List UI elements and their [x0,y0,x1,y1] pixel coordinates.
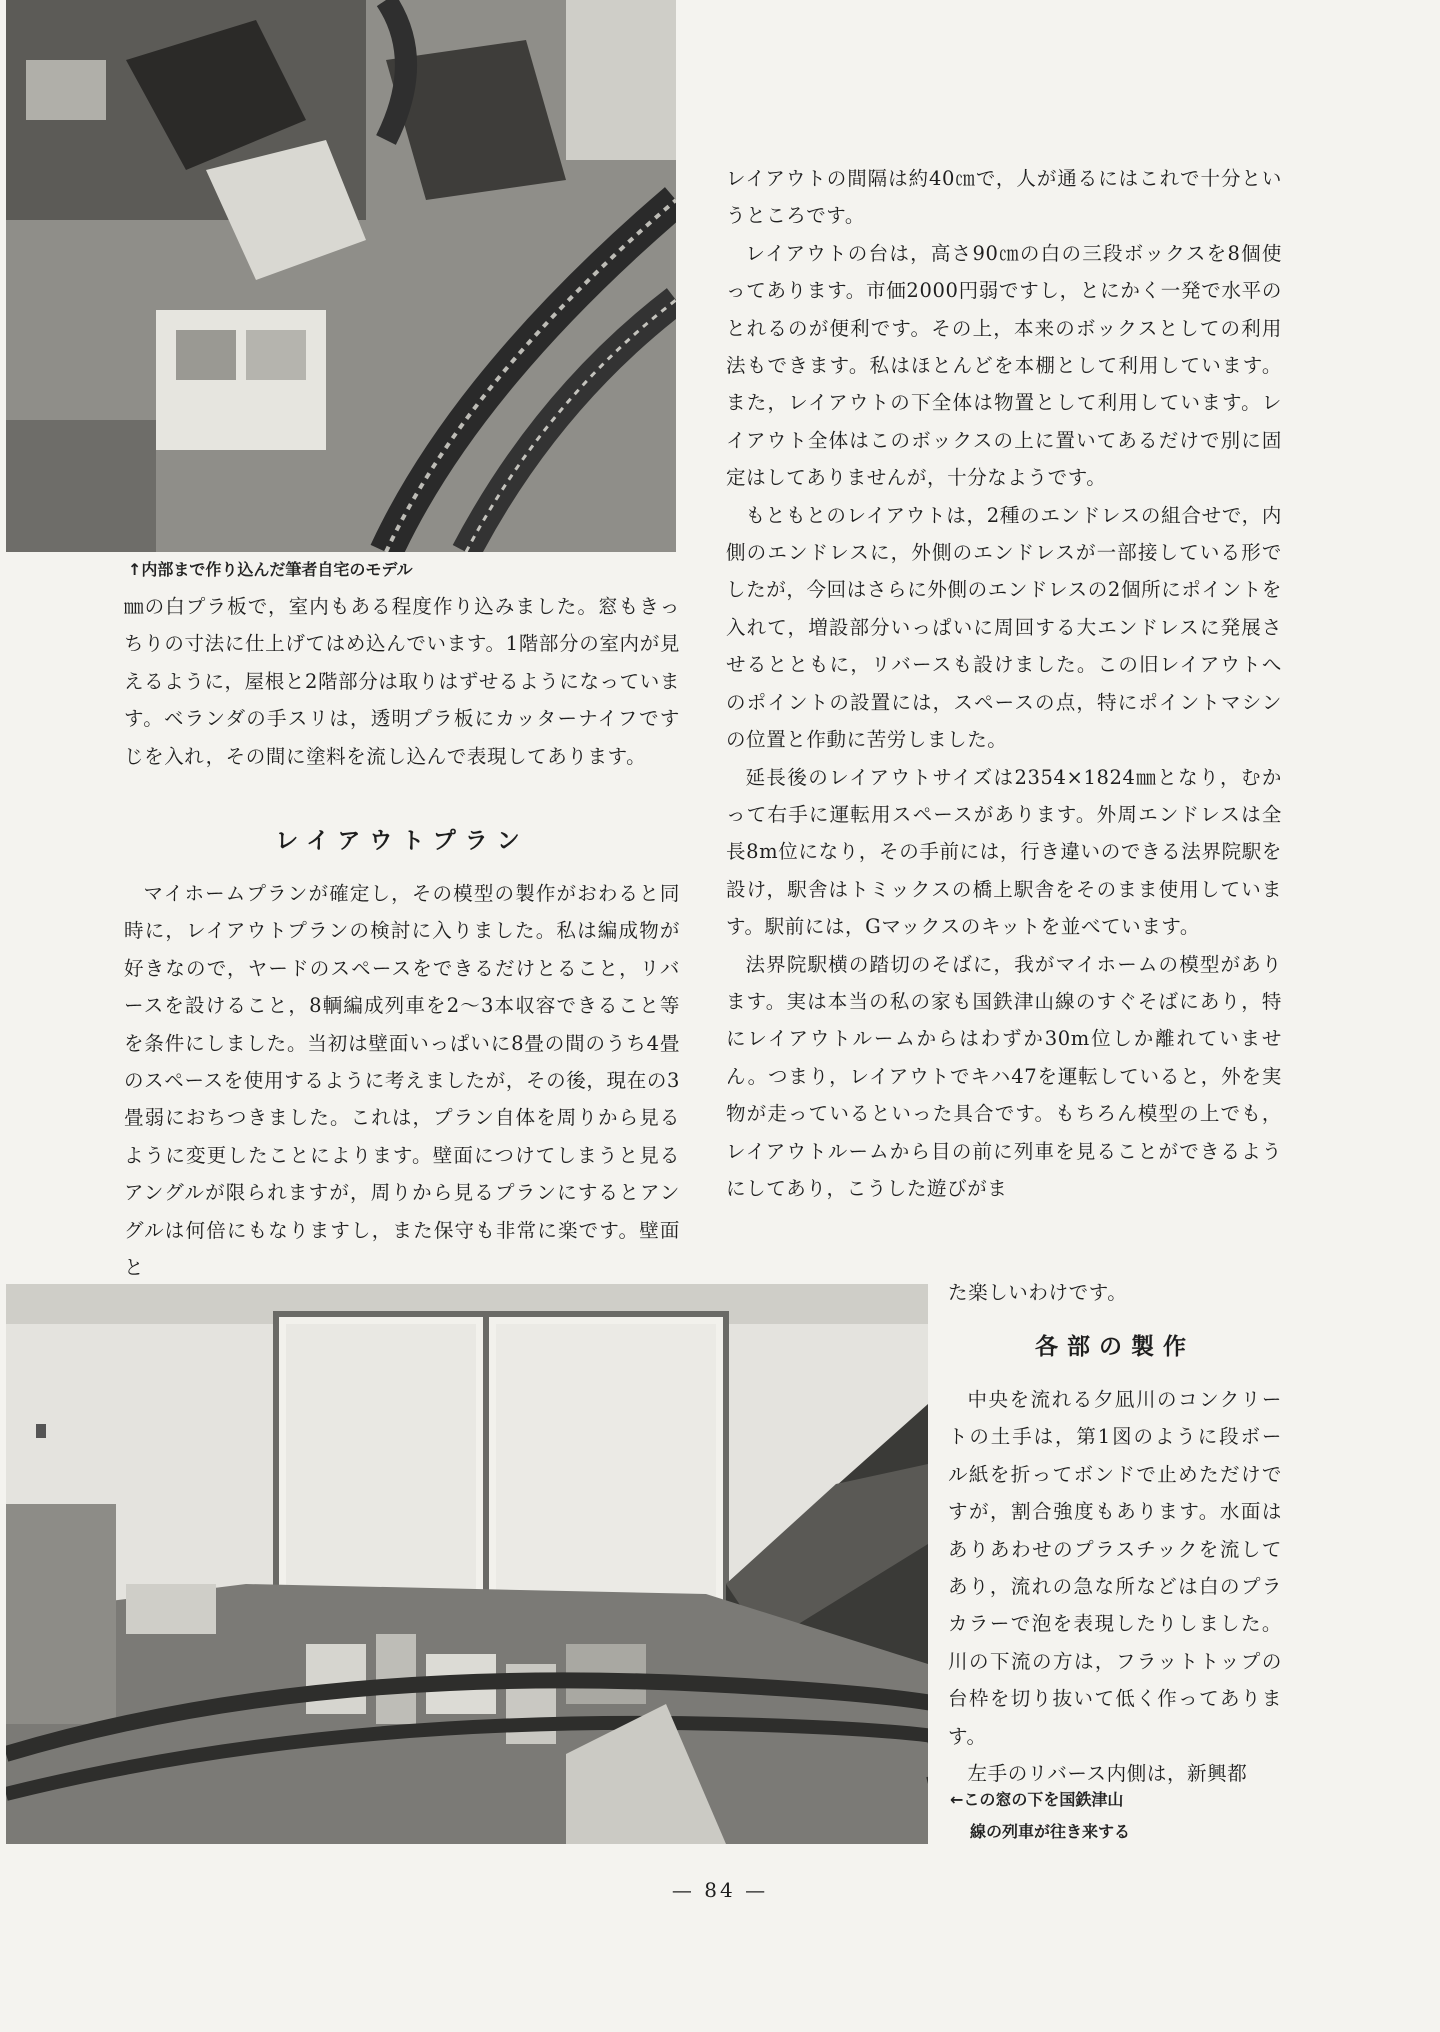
left-column-plan [124,875,680,1286]
right-column-end [948,1274,1282,1311]
right-paragraph-2: レイアウトの台は，高さ90㎝の白の三段ボックスを8個使ってあります。市価2000円弱ですし，とにかく一発で水平のとれるのが便利です。その上，本来のボックスとしての利用法もできます。私はほとんどを本棚として利用しています。また，レイアウトの下全体は物置として利用しています。レイアウト全体はこのボックスの上に置いてあるだけで別に固定はしてありませんが，十分なようです。 [726,241,1282,490]
right-column [726,160,1282,1207]
bottom-photo-caption-line2: 線の列車が往き来する [970,1822,1131,1841]
right-paragraph-3: もともとのレイアウトは，2種のエンドレスの組合せで，内側のエンドレスに，外側のエンドレスが一部接している形でしたが，今回はさらに外側のエンドレスの2個所にポイントを入れて，増設部分いっぱいに周回する大エンドレスに発展させるとともに，リバースも設けました。この旧レイアウトへのポイントの設置には，スペースの点，特にポイントマシンの位置と作動に苦労しました。 [726,503,1282,752]
model-house-photo [6,0,676,552]
construction-paragraph-2: 左手のリバース内側は，新興都 [967,1762,1248,1786]
left-column [124,588,680,775]
right-paragraph-1: レイアウトの間隔は約40㎝で，人が通るにはこれで十分というところです。 [726,167,1282,228]
right-paragraph-5: 法界院駅横の踏切のそばに，我がマイホームの模型があります。実は本当の私の家も国鉄津山線のすぐそばにあり，特にレイアウトルームからはわずか30m位しか離れていません。つまり，レイアウトでキハ47を運転していると，外を実物が走っているといった具合です。もちろん模型の上でも，レイアウトルームから目の前に列車を見ることができるようにしてあり，こうした遊びがま [726,952,1282,1200]
construction-paragraph-1: 中央を流れる夕凪川のコンクリートの土手は，第1図のように段ボール紙を折ってボンドで止めただけですが，割合強度もあります。水面はありあわせのプラスチックを流してあり，流れの急な所などは白のプラカラーで泡を表現したりしました。川の下流の方は，フラットトップの台枠を切り抜いて低く作ってあります。 [948,1388,1282,1748]
page-number: — 84 — [671,1878,769,1902]
section-heading-construction: 各部の製作 [1035,1334,1195,1360]
right-paragraph-5-end: た楽しいわけです。 [948,1281,1128,1304]
layout-room-photo-graphic [6,1284,928,1844]
bottom-photo-caption-line1: ←この窓の下を国鉄津山 [950,1790,1124,1809]
section-heading-layout-plan: レイアウトプラン [275,828,529,854]
right-paragraph-4: 延長後のレイアウトサイズは2354×1824㎜となり，むかって右手に運転用スペースがあります。外周エンドレスは全長8m位になり，その手前には，行き違いのできる法界院駅を設け，駅舎はトミックスの橋上駅舎をそのまま使用しています。駅前には，Gマックスのキットを並べています。 [726,765,1282,939]
lower-right-column [948,1381,1282,1792]
top-photo-caption: ↑内部まで作り込んだ筆者自宅のモデル [128,560,413,579]
plan-paragraph: マイホームプランが確定し，その模型の製作がおわると同時に，レイアウトプランの検討に入りました。私は編成物が好きなので，ヤードのスペースをできるだけとること，リバースを設けること，8輌編成列車を2〜3本収容できること等を条件にしました。当初は壁面いっぱいに8畳の間のうち4畳のスペースを使用するように考えましたが，その後，現在の3畳弱におちつきました。これは，プラン自体を周りから見るように変更したことによります。壁面につけてしまうと見るアングルが限られますが，周りから見るプランにするとアングルは何倍にもなりますし，また保守も非常に楽です。壁面と [124,882,680,1280]
model-house-photo-graphic [6,0,676,552]
layout-room-photo [6,1284,928,1844]
intro-paragraph: ㎜の白プラ板で，室内もある程度作り込みました。窓もきっちりの寸法に仕上げてはめ込んでいます。1階部分の室内が見えるように，屋根と2階部分は取りはずせるようになっています。ベランダの手スリは，透明プラ板にカッターナイフですじを入れ，その間に塗料を流し込んで表現してあります。 [124,595,680,768]
